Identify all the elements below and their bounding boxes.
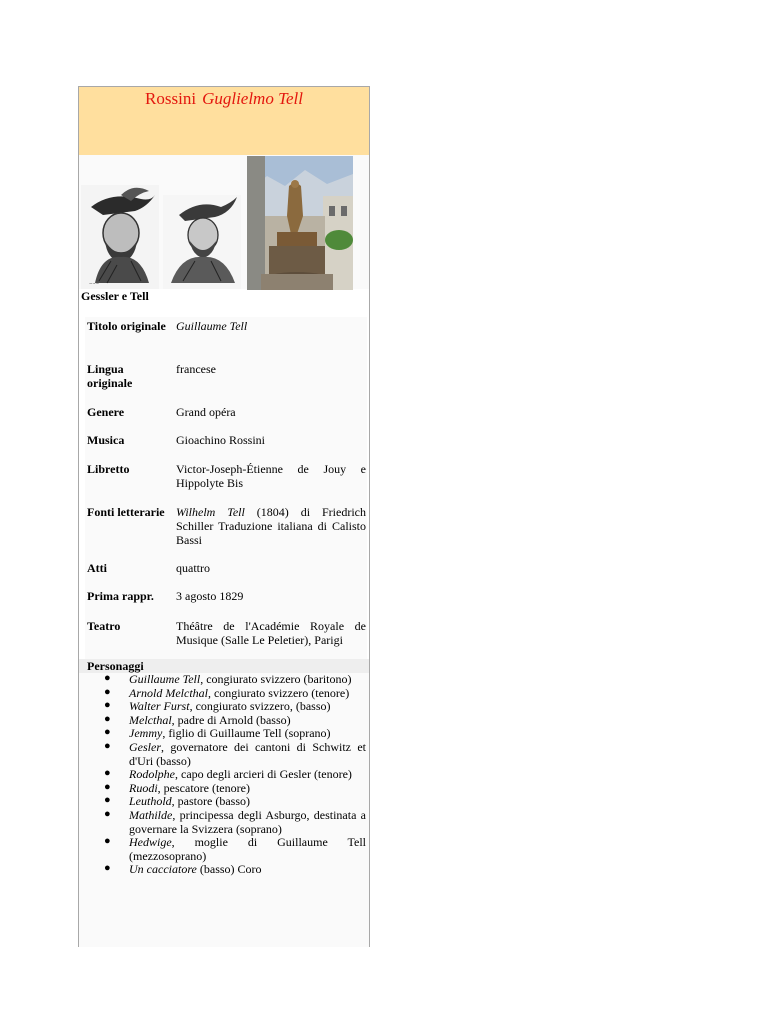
row-value: 3 agosto 1829 xyxy=(176,589,244,603)
source-details: (1804) di Friedrich Schiller Traduzione italiana di Calisto Bassi xyxy=(176,505,366,547)
row-label: Teatro xyxy=(87,619,121,633)
list-item xyxy=(79,714,366,728)
character-desc: , pescatore (tenore) xyxy=(157,780,250,795)
character-name: Jemmy xyxy=(129,726,163,741)
character-desc: , pastore (basso) xyxy=(171,794,250,809)
image-row xyxy=(79,155,369,289)
list-item xyxy=(79,687,366,701)
tell-portrait-image xyxy=(163,195,241,289)
title-composer: Rossini xyxy=(145,89,197,108)
character-name: Mathilde xyxy=(129,807,173,822)
title-opera: Guglielmo Tell xyxy=(202,89,303,108)
row-label: Lingua originale xyxy=(87,362,133,390)
character-name: Melcthal xyxy=(129,712,172,727)
bullet-icon: ● xyxy=(104,767,111,780)
row-label: Titolo originale xyxy=(87,319,166,333)
list-item xyxy=(79,700,366,714)
row-value: Théâtre de l'Académie Royale de Musique (Salle Le Peletier), Parigi xyxy=(176,619,366,647)
character-name: Leuthold xyxy=(129,794,172,809)
title-header xyxy=(79,87,369,155)
characters-heading: Personaggi xyxy=(87,659,144,673)
bullet-icon: ● xyxy=(104,862,111,875)
bullet-icon: ● xyxy=(104,739,111,752)
character-desc: , figlio di Guillaume Tell (soprano) xyxy=(162,726,331,741)
character-name: Arnold Melcthal xyxy=(129,685,208,700)
list-item xyxy=(79,727,366,741)
bullet-icon: ● xyxy=(104,835,111,848)
opera-details-table xyxy=(85,317,367,659)
row-value xyxy=(176,505,366,547)
character-name: Guillaume Tell xyxy=(129,672,201,686)
list-item xyxy=(79,795,366,809)
row-value: Victor-Joseph-Étienne de Jouy e Hippolyte Bis xyxy=(176,462,366,490)
character-name: Rodolphe xyxy=(129,767,175,782)
character-name: Ruodi xyxy=(129,780,158,795)
list-item xyxy=(79,782,366,796)
characters-heading-bar xyxy=(79,659,369,673)
row-value xyxy=(176,319,366,333)
original-title-value: Guillaume Tell xyxy=(176,319,248,333)
character-desc: , governatore dei cantoni di Schwitz et d'Uri (basso) xyxy=(129,739,366,768)
source-title: Wilhelm Tell xyxy=(176,505,245,519)
character-desc: , congiurato svizzero (baritono) xyxy=(200,672,352,686)
tell-monument-photo xyxy=(247,156,353,290)
character-name: Hedwige xyxy=(129,835,172,850)
row-value: quattro xyxy=(176,561,210,575)
bullet-icon: ● xyxy=(104,712,111,725)
svg-text:~~~: ~~~ xyxy=(89,281,100,286)
row-value: Grand opéra xyxy=(176,405,236,419)
row-label: Fonti letterarie xyxy=(87,505,165,519)
character-desc: , capo degli arcieri di Gesler (tenore) xyxy=(175,767,352,782)
list-item xyxy=(79,863,366,877)
characters-section xyxy=(79,673,369,947)
row-value: Gioachino Rossini xyxy=(176,433,265,447)
character-desc: (basso) Coro xyxy=(196,862,262,877)
character-desc: , principessa degli Asburgo, destinata a governare la Svizzera (soprano) xyxy=(129,807,366,836)
bullet-icon: ● xyxy=(104,726,111,739)
list-item xyxy=(79,673,366,687)
character-name: Gesler xyxy=(129,739,161,754)
row-label: Atti xyxy=(87,561,107,575)
character-name: Walter Furst xyxy=(129,699,190,714)
page-title xyxy=(145,89,303,109)
row-label: Musica xyxy=(87,433,125,447)
list-item xyxy=(79,768,366,782)
bullet-icon: ● xyxy=(104,780,111,793)
character-desc: , congiurato svizzero, (basso) xyxy=(189,699,331,714)
bullet-icon: ● xyxy=(104,807,111,820)
bullet-icon: ● xyxy=(104,672,111,684)
characters-list xyxy=(79,673,369,877)
list-item xyxy=(79,836,366,863)
character-desc: , padre di Arnold (basso) xyxy=(171,712,291,727)
row-label: Genere xyxy=(87,405,125,419)
list-item xyxy=(79,741,366,768)
character-name: Un cacciatore xyxy=(129,862,197,877)
bullet-icon: ● xyxy=(104,685,111,698)
image-caption: Gessler e Tell xyxy=(81,289,149,303)
character-desc: , congiurato svizzero (tenore) xyxy=(207,685,350,700)
row-value: francese xyxy=(176,362,216,376)
bullet-icon: ● xyxy=(104,794,111,807)
opera-infobox-card xyxy=(78,86,370,947)
list-item xyxy=(79,809,366,836)
row-label: Libretto xyxy=(87,462,130,476)
row-label: Prima rappr. xyxy=(87,589,154,603)
character-desc: , moglie di Guillaume Tell (mezzosoprano) xyxy=(129,835,366,863)
bullet-icon: ● xyxy=(104,699,111,712)
gessler-portrait-image xyxy=(81,185,159,289)
